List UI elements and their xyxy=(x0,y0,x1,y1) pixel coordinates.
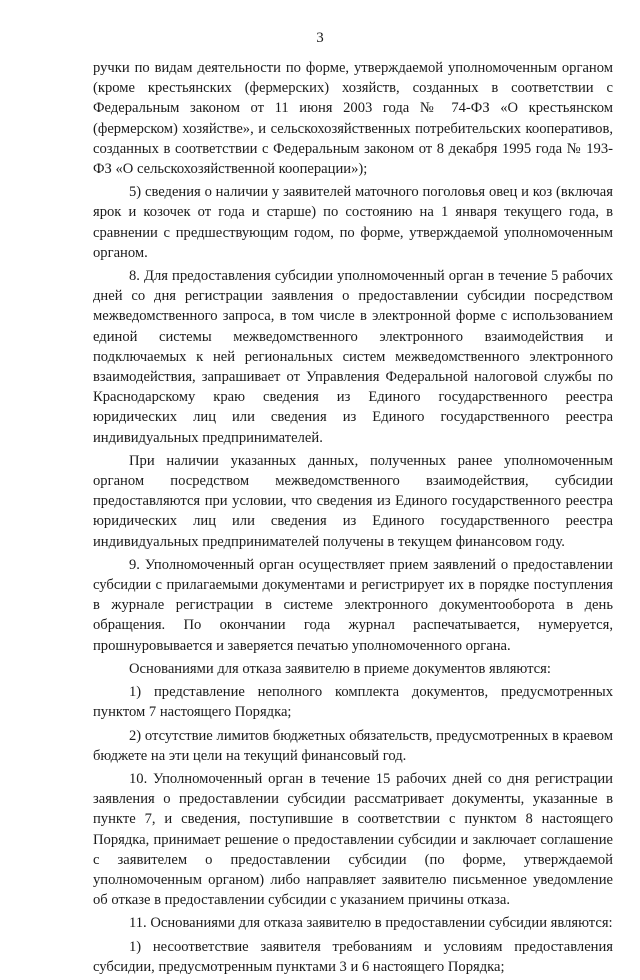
paragraph-item-5: 5) сведения о наличии у заявителей маточного поголовья овец и коз (включая ярок и козочек от года и старше) по состоянию на 1 января текущего года, в сравнении с предшествующим годом, по форме, утверждаемой уполномоченным органом. xyxy=(93,184,613,261)
paragraph-continuation: ручки по видам деятельности по форме, утверждаемой уполномоченным органом (кроме крестьянских (фермерских) хозяйств, созданных в соответствии с Федеральным законом от 11 июня 2003 года № 74-ФЗ «О крестьянском (фермерском) хозяйстве», и сельскохозяйственных потребительских кооперативов, созданных в соответствии с Федеральным законом от 8 декабря 1995 года № 193-ФЗ «О сельскохозяйственной кооперации»); xyxy=(93,60,613,178)
paragraph-clause-10: 10. Уполномоченный орган в течение 15 рабочих дней со дня регистрации заявления о предоставлении субсидии рассматривает документы, указанные в пункте 7, и сведения, поступившие в соответствии с пунктом 8 настоящего Порядка, принимает решение о предоставлении субсидии и заключает соглашение с заявителем о предоставлении субсидии (по форме, утверждаемой уполномоченным органом) либо направляет заявителю письменное уведомление об отказе в предоставлении субсидии с указанием причины отказа. xyxy=(93,770,613,909)
paragraph-clause-11-item-1: 1) несоответствие заявителя требованиям и условиям предоставления субсидии, предусмотренным пунктами 3 и 6 настоящего Порядка; xyxy=(93,938,613,975)
paragraph-clause-8-note: При наличии указанных данных, полученных ранее уполномоченным органом посредством межведомственного взаимодействия, субсидии предоставляются при условии, что сведения из Единого государственного реестра юридических лиц или сведения из Единого государственного реестра индивидуальных предпринимателей получены в текущем финансовом году. xyxy=(93,452,613,550)
paragraph-clause-9: 9. Уполномоченный орган осуществляет прием заявлений о предоставлении субсидии с прилагаемыми документами и регистрирует их в порядке поступления в журнале регистрации в системе электронного документооборота в день обращения. По окончании года журнал распечатывается, нумеруется, прошнуровывается и заверяется печатью уполномоченного органа. xyxy=(93,556,613,654)
page-number: 3 xyxy=(316,30,324,46)
document-body xyxy=(93,58,613,980)
paragraph-clause-11: 11. Основаниями для отказа заявителю в предоставлении субсидии являются: xyxy=(129,915,613,932)
paragraph-clause-8: 8. Для предоставления субсидии уполномоченный орган в течение 5 рабочих дней со дня регистрации заявления о предоставлении субсидии посредством межведомственного запроса, в том числе в электронной форме с использованием единой системы межведомственного электронного взаимодействия и подключаемых к ней региональных систем межведомственного электронного взаимодействия, запрашивает от Управления Федеральной налоговой службы по Краснодарскому краю сведения из Единого государственного реестра юридических лиц или сведения из Единого государственного реестра индивидуальных предпринимателей. xyxy=(93,268,613,446)
paragraph-refusal-grounds-heading: Основаниями для отказа заявителю в приеме документов являются: xyxy=(129,660,551,677)
paragraph-refusal-item-1: 1) представление неполного комплекта документов, предусмотренных пунктом 7 настоящего Порядка; xyxy=(93,684,613,721)
paragraph-refusal-item-2: 2) отсутствие лимитов бюджетных обязательств, предусмотренных в краевом бюджете на эти цели на текущий финансовый год. xyxy=(93,727,613,764)
